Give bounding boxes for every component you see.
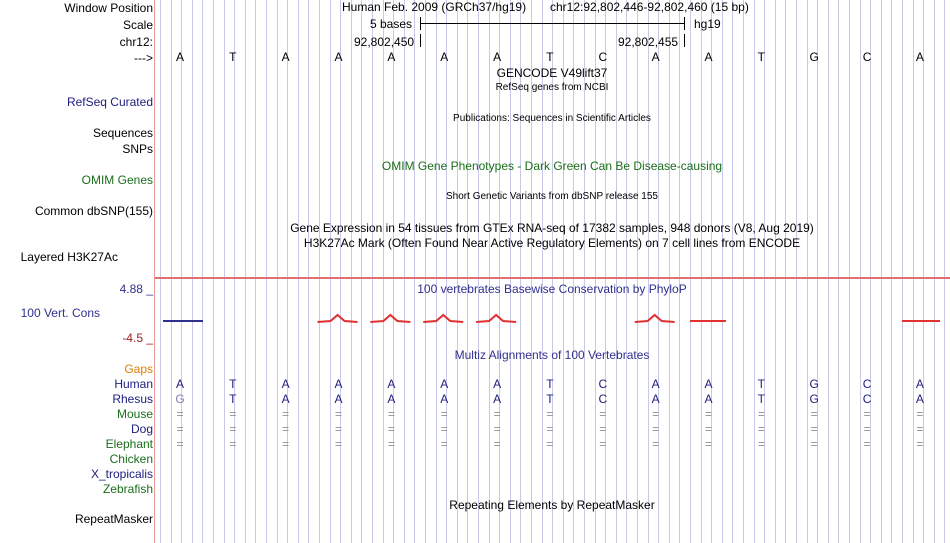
label-rhesus[interactable]: Rhesus [112, 392, 153, 406]
human-base: A [651, 377, 660, 391]
grid-line [679, 0, 680, 543]
grid-line [817, 0, 818, 543]
grid-line [701, 0, 702, 543]
elephant-base: = [810, 437, 818, 451]
mouse-base: = [652, 407, 660, 421]
mouse-base: = [810, 407, 818, 421]
grid-line [255, 0, 256, 543]
rhesus-base: G [809, 392, 819, 406]
grid-line [658, 0, 659, 543]
grid-line [489, 0, 490, 543]
human-base: A [387, 377, 396, 391]
grid-line [838, 0, 839, 543]
human-base: A [175, 377, 185, 391]
grid-line [436, 0, 437, 543]
grid-line [160, 0, 161, 543]
grid-line [754, 0, 755, 543]
elephant-base: = [652, 437, 660, 451]
dog-base: = [546, 422, 554, 436]
elephant-base: = [599, 437, 607, 451]
scale-bar [420, 23, 684, 24]
dog-base: = [810, 422, 818, 436]
label-zebrafish[interactable]: Zebrafish [102, 482, 153, 496]
grid-line [923, 0, 924, 543]
human-base: A [281, 377, 290, 391]
label-window-position: Window Position [64, 1, 153, 15]
coord-left: 92,802,450 [354, 35, 415, 49]
dbsnp-title[interactable]: Short Genetic Variants from dbSNP release 155 [446, 191, 658, 202]
grid-line [626, 0, 627, 543]
label-sequences[interactable]: Sequences [92, 126, 153, 140]
grid-line [277, 0, 278, 543]
dog-base: = [229, 422, 237, 436]
label-cons-min: -4.5 _ [122, 331, 153, 345]
reference-base: C [862, 50, 872, 64]
grid-line [425, 0, 426, 543]
mouse-base: = [863, 407, 871, 421]
human-base: T [229, 377, 237, 391]
publications-title[interactable]: Publications: Sequences in Scientific Articles [453, 113, 651, 124]
grid-line [722, 0, 723, 543]
assembly-title: Human Feb. 2009 (GRCh37/hg19) [342, 0, 527, 14]
human-base: A [334, 377, 343, 391]
rhesus-base: A [387, 392, 396, 406]
coord-right: 92,802,455 [618, 35, 679, 49]
grid-line [616, 0, 617, 543]
reference-base: A [915, 50, 924, 64]
reference-base: A [281, 50, 290, 64]
grid-line [404, 0, 405, 543]
human-base: A [915, 377, 924, 391]
label-dbsnp[interactable]: Common dbSNP(155) [34, 204, 153, 218]
grid-line [669, 0, 670, 543]
label-omim[interactable]: OMIM Genes [81, 173, 153, 187]
grid-line [393, 0, 394, 543]
coord-right-tick [684, 34, 685, 47]
grid-line [372, 0, 373, 543]
scale-db: hg19 [694, 17, 721, 31]
label-repeatmasker[interactable]: RepeatMasker [74, 512, 153, 526]
mouse-base: = [757, 407, 765, 421]
dog-base: = [863, 422, 871, 436]
gtex-title[interactable]: Gene Expression in 54 tissues from GTEx RNA-seq of 17382 samples, 948 donors (V8, Aug 2019) [290, 221, 814, 235]
grid-line [881, 0, 882, 543]
grid-line [234, 0, 235, 543]
grid-line [944, 0, 945, 543]
rhesus-base: A [281, 392, 290, 406]
grid-line [732, 0, 733, 543]
reference-base: A [334, 50, 343, 64]
grid-line [202, 0, 203, 543]
label-cons-max: 4.88 _ [119, 282, 153, 296]
grid-line [785, 0, 786, 543]
dog-base: = [704, 422, 713, 436]
dog-base: = [387, 422, 395, 436]
rhesus-base: C [862, 392, 872, 406]
elephant-base: = [387, 437, 395, 451]
grid-line [213, 0, 214, 543]
scale-label: 5 bases [370, 17, 413, 31]
grid-line [870, 0, 871, 543]
dog-base: = [652, 422, 660, 436]
mouse-base: = [282, 407, 290, 421]
mouse-base: = [599, 407, 607, 421]
reference-base: A [493, 50, 502, 64]
dog-base: = [916, 422, 924, 436]
label-xtropicalis[interactable]: X_tropicalis [90, 467, 153, 481]
elephant-base: = [440, 437, 448, 451]
grid-line [308, 0, 309, 543]
dog-base: = [440, 422, 448, 436]
reference-base: A [440, 50, 449, 64]
gencode-title[interactable]: GENCODE V49lift37 [496, 66, 608, 80]
label-dog[interactable]: Dog [130, 422, 153, 436]
mouse-base: = [335, 407, 343, 421]
grid-line [383, 0, 384, 543]
label-chicken[interactable]: Chicken [109, 452, 153, 466]
label-h3k27ac[interactable]: Layered H3K27Ac [20, 250, 118, 264]
grid-line [807, 0, 808, 543]
grid-line [298, 0, 299, 543]
label-human[interactable]: Human [114, 377, 153, 391]
grid-line [330, 0, 331, 543]
rhesus-base: C [598, 392, 608, 406]
human-base: T [757, 377, 766, 391]
reference-base: G [809, 50, 819, 64]
grid-line [181, 0, 182, 543]
dog-base: = [493, 422, 501, 436]
grid-line [266, 0, 267, 543]
elephant-base: = [704, 437, 713, 451]
grid-line [245, 0, 246, 543]
human-base: T [546, 377, 554, 391]
grid-line [743, 0, 744, 543]
track-separator [155, 277, 950, 279]
mouse-base: = [229, 407, 237, 421]
human-base: C [598, 377, 608, 391]
elephant-base: = [863, 437, 871, 451]
mouse-base: = [546, 407, 554, 421]
grid-line [891, 0, 892, 543]
grid-line [287, 0, 288, 543]
elephant-base: = [757, 437, 765, 451]
phylop-title[interactable]: 100 vertebrates Basewise Conservation by PhyloP [417, 282, 687, 296]
grid-line [648, 0, 649, 543]
grid-line [860, 0, 861, 543]
dog-base: = [282, 422, 290, 436]
multiz-title[interactable]: Multiz Alignments of 100 Vertebrates [454, 348, 650, 362]
rhesus-base: A [915, 392, 924, 406]
grid-line [934, 0, 935, 543]
label-vert-cons[interactable]: 100 Vert. Cons [20, 306, 100, 320]
track-labels [0, 0, 153, 543]
grid-line [224, 0, 225, 543]
grid-line [637, 0, 638, 543]
grid-line [478, 0, 479, 543]
label-scale: Scale [122, 18, 153, 32]
reference-base: T [546, 50, 554, 64]
human-base: A [440, 377, 449, 391]
omim-title[interactable]: OMIM Gene Phenotypes - Dark Green Can Be Disease-causing [381, 159, 723, 173]
grid-line [764, 0, 765, 543]
reference-base: A [175, 50, 185, 64]
label-mouse[interactable]: Mouse [116, 407, 153, 421]
reference-base: A [387, 50, 396, 64]
repeatmasker-title[interactable]: Repeating Elements by RepeatMasker [449, 498, 655, 512]
reference-base: C [598, 50, 608, 64]
elephant-base: = [282, 437, 290, 451]
rhesus-base: A [334, 392, 343, 406]
label-elephant[interactable]: Elephant [105, 437, 153, 451]
human-base: C [862, 377, 872, 391]
elephant-base: = [916, 437, 924, 451]
grid-line [457, 0, 458, 543]
grid-line [711, 0, 712, 543]
label-refseq[interactable]: RefSeq Curated [66, 95, 153, 109]
grid-line [361, 0, 362, 543]
elephant-base: = [229, 437, 237, 451]
mouse-base: = [704, 407, 713, 421]
rhesus-base: A [440, 392, 449, 406]
mouse-base: = [176, 407, 184, 421]
elephant-base: = [335, 437, 343, 451]
rhesus-base: T [757, 392, 766, 406]
rhesus-base: T [546, 392, 554, 406]
grid-line [775, 0, 776, 543]
reference-base: T [229, 50, 237, 64]
grid-line [467, 0, 468, 543]
dog-base: = [757, 422, 765, 436]
label-chrom: chr12: [119, 35, 153, 49]
rhesus-base: A [493, 392, 502, 406]
elephant-base: = [546, 437, 554, 451]
grid-line [192, 0, 193, 543]
reference-base: A [704, 50, 713, 64]
grid-line [351, 0, 352, 543]
reference-base: A [651, 50, 660, 64]
label-strand-arrow[interactable]: ---> [134, 51, 153, 65]
grid-line [690, 0, 691, 543]
human-base: A [493, 377, 502, 391]
rhesus-base: A [704, 392, 713, 406]
position-readout: chr12:92,802,446-92,802,460 (15 bp) [550, 0, 749, 14]
scale-bar-right-tick [684, 17, 685, 30]
dog-base: = [335, 422, 343, 436]
mouse-base: = [387, 407, 395, 421]
grid-line [849, 0, 850, 543]
grid-line [319, 0, 320, 543]
rhesus-base: A [651, 392, 660, 406]
refseq-desc: RefSeq genes from NCBI [495, 82, 609, 93]
elephant-base: = [176, 437, 184, 451]
reference-base: T [757, 50, 766, 64]
dog-base: = [599, 422, 607, 436]
human-base: A [704, 377, 713, 391]
dog-base: = [176, 422, 184, 436]
grid-line [340, 0, 341, 543]
grid-line [796, 0, 797, 543]
grid-line [902, 0, 903, 543]
h3k27ac-title[interactable]: H3K27Ac Mark (Often Found Near Active Regulatory Elements) on 7 cell lines from ENCODE [303, 236, 801, 250]
label-divider [154, 0, 155, 543]
mouse-base: = [493, 407, 501, 421]
grid-line [828, 0, 829, 543]
coord-left-tick [420, 34, 421, 47]
grid-line [414, 0, 415, 543]
label-snps[interactable]: SNPs [122, 142, 153, 156]
human-base: G [809, 377, 819, 391]
grid-line [171, 0, 172, 543]
grid-line [446, 0, 447, 543]
elephant-base: = [493, 437, 501, 451]
mouse-base: = [440, 407, 448, 421]
grid-line [913, 0, 914, 543]
label-gaps[interactable]: Gaps [124, 362, 153, 376]
rhesus-base: G [175, 392, 185, 406]
scale-bar-left-tick [420, 17, 421, 30]
rhesus-base: T [229, 392, 237, 406]
mouse-base: = [916, 407, 924, 421]
